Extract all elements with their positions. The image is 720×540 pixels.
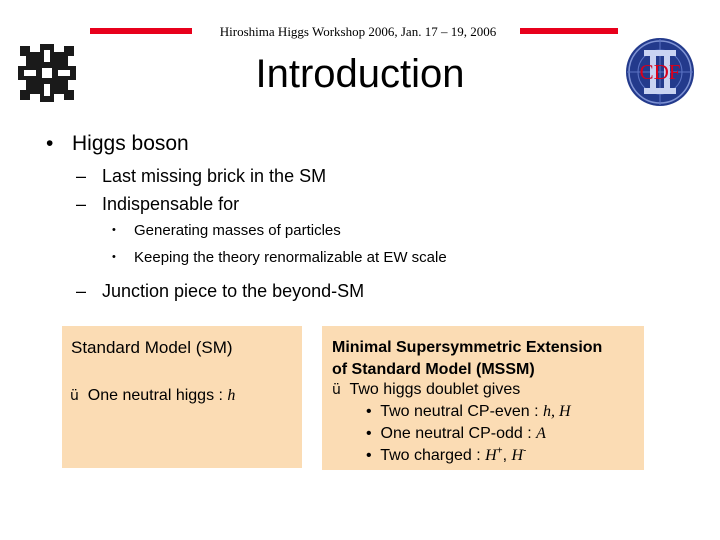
bullet-text: Last missing brick in the SM	[102, 166, 327, 186]
sm-box-heading: Standard Model (SM)	[71, 338, 233, 357]
sub-bullet-indispensable	[76, 194, 239, 215]
sub-bullet-junction	[76, 281, 364, 302]
sub-sub-bullet-masses	[112, 222, 341, 239]
sm-item-text: One neutral higgs :	[87, 387, 228, 404]
mssm-doublet-item	[332, 381, 520, 399]
cp-even-text: Two neutral CP-even :	[380, 403, 543, 420]
mssm-heading-line-2: of Standard Model (MSSM)	[332, 361, 535, 378]
sub-sub-bullet-renormalizable	[112, 249, 447, 266]
charged-text: Two charged :	[380, 447, 486, 464]
bullet-marker: •	[112, 251, 116, 263]
mssm-cp-odd-item	[366, 425, 546, 443]
mssm-doublet-text: Two higgs doublet gives	[349, 381, 521, 398]
workshop-header: Hiroshima Higgs Workshop 2006, Jan. 17 – 19, 2006	[219, 24, 497, 39]
cp-odd-text: One neutral CP-odd :	[380, 425, 537, 442]
cdf-logo-text: CDF	[639, 60, 681, 84]
sm-box	[62, 326, 302, 468]
sm-box-item	[70, 387, 235, 405]
mssm-cp-even-item	[366, 403, 571, 421]
charged-symbol-plus: H	[485, 447, 497, 464]
charged-separator: ,	[502, 447, 512, 464]
sub-bullet-last-brick	[76, 166, 326, 187]
checkmark-icon: ü	[70, 388, 79, 404]
slide-title: Introduction	[255, 52, 465, 96]
cp-even-symbols: h, H	[542, 403, 571, 420]
header-accent-bar-left	[90, 28, 192, 34]
charge-plus: +	[496, 445, 503, 457]
bullet-text: Indispensable for	[102, 194, 240, 214]
mssm-box	[322, 326, 644, 470]
bullet-text: Junction piece to the beyond-SM	[102, 281, 365, 301]
sm-item-symbol: h	[227, 387, 236, 404]
dash-marker: –	[76, 166, 87, 186]
charged-symbol-minus: H	[511, 447, 524, 464]
bullet-higgs-boson	[46, 132, 189, 156]
dash-marker: –	[76, 281, 87, 301]
bullet-marker: •	[366, 447, 372, 464]
bullet-marker: •	[366, 403, 372, 420]
header-accent-bar-right	[520, 28, 618, 34]
dash-marker: –	[76, 194, 87, 214]
cp-odd-symbol: A	[536, 425, 546, 442]
bullet-text: Keeping the theory renormalizable at EW scale	[134, 249, 447, 266]
mssm-charged-item	[366, 447, 526, 465]
mssm-heading-line-1: Minimal Supersymmetric Extension	[332, 339, 603, 356]
bullet-text: Higgs boson	[72, 132, 189, 155]
bullet-marker: •	[112, 224, 116, 236]
mssm-box-heading	[332, 337, 602, 381]
bullet-text: Generating masses of particles	[134, 222, 341, 239]
checkmark-icon: ü	[332, 382, 341, 398]
bullet-marker: •	[46, 132, 54, 155]
charge-minus: -	[523, 445, 527, 457]
bullet-marker: •	[366, 425, 372, 442]
